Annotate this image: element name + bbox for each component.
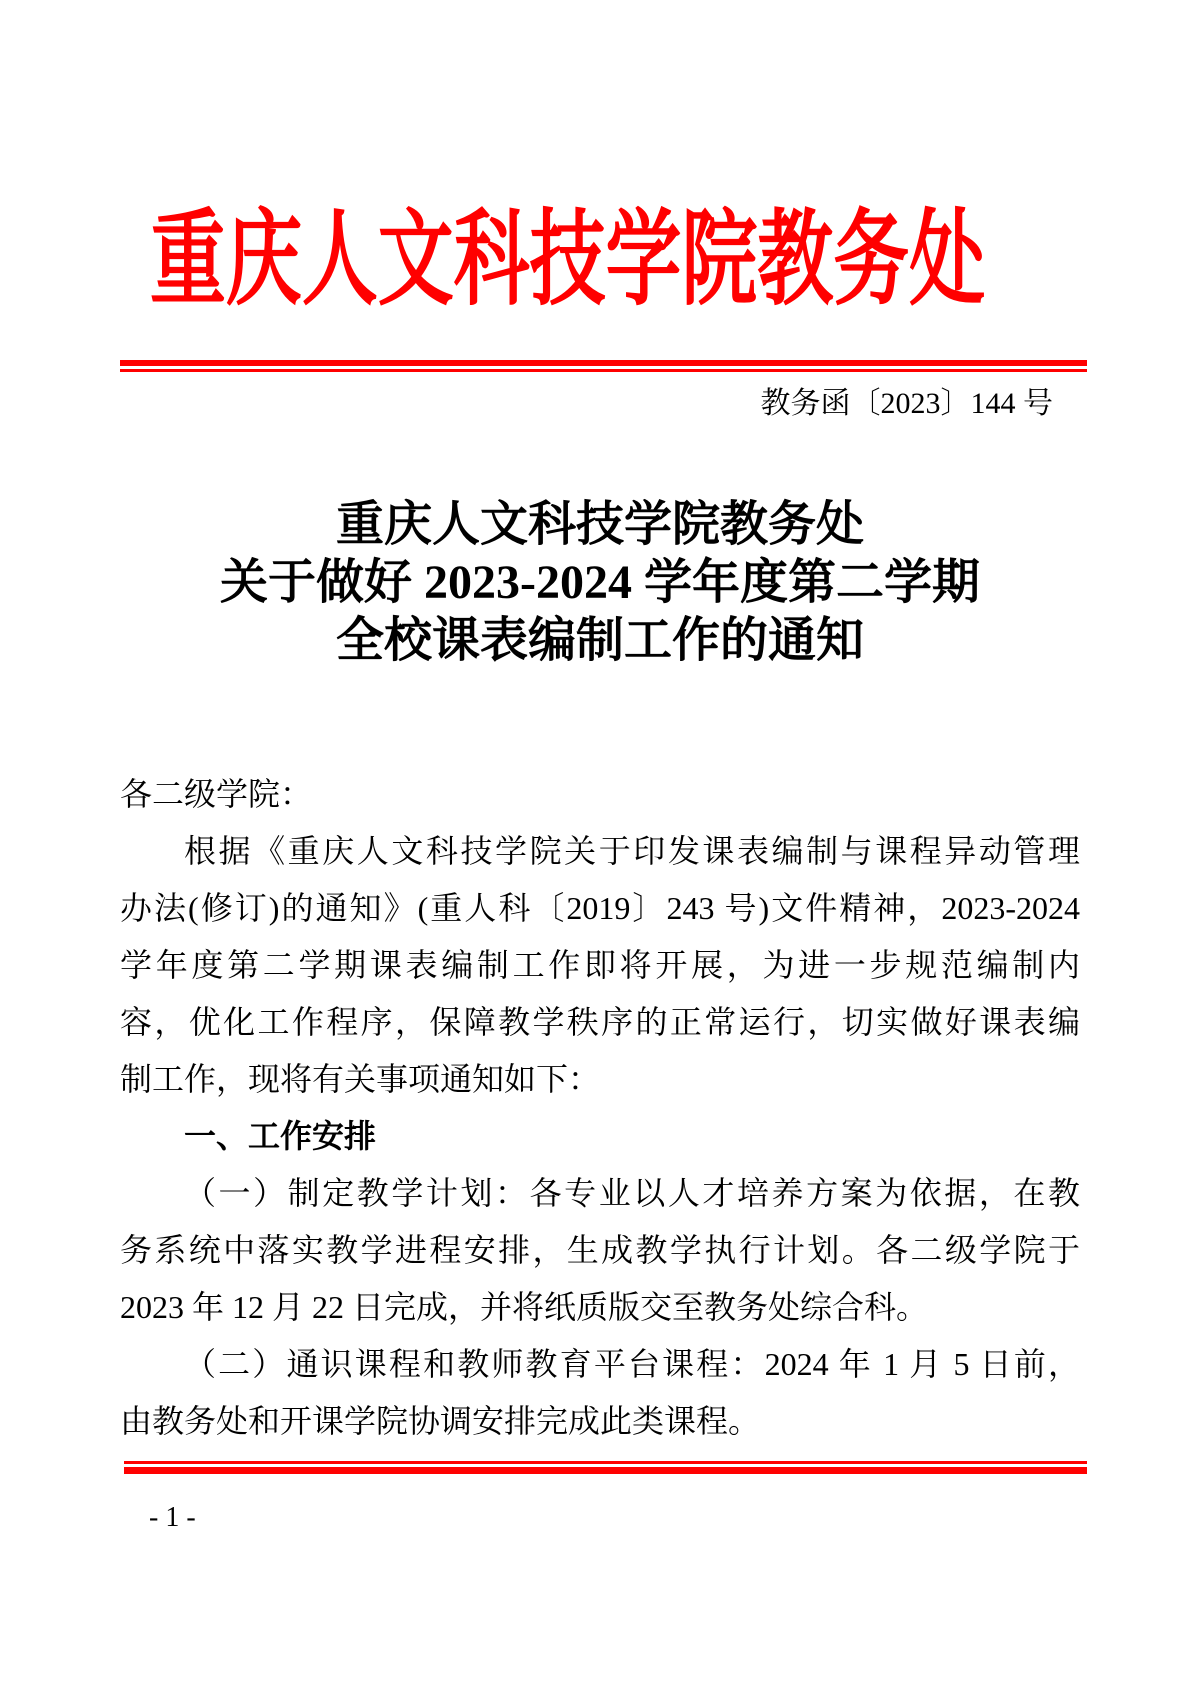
footer-separator-thick-line bbox=[124, 1467, 1087, 1474]
title-line: 重庆人文科技学院教务处 bbox=[335, 498, 864, 551]
body-line: （二）通识课程和教师教育平台课程：2024 年 1 月 5 日前， bbox=[184, 1346, 1080, 1382]
red-separator-thin-line bbox=[120, 369, 1087, 372]
body-line: 务系统中落实教学进程安排，生成教学执行计划。各二级学院于 bbox=[120, 1232, 1080, 1268]
masthead-title: 重庆人文科技学院教务处 bbox=[150, 203, 986, 318]
body-line: 由教务处和开课学院协调安排完成此类课程。 bbox=[120, 1403, 761, 1439]
body-line: 容，优化工作程序，保障教学秩序的正常运行，切实做好课表编 bbox=[120, 1004, 1080, 1040]
document-title bbox=[120, 496, 1080, 670]
page-number: - 1 - bbox=[149, 1502, 196, 1533]
body-line: 根据《重庆人文科技学院关于印发课表编制与课程异动管理 bbox=[184, 833, 1080, 869]
body-line: 制工作，现将有关事项通知如下： bbox=[120, 1061, 601, 1097]
body-line: 2023 年 12 月 22 日完成，并将纸质版交至教务处综合科。 bbox=[120, 1289, 929, 1325]
body-line: （一）制定教学计划：各专业以人才培养方案为依据，在教 bbox=[184, 1175, 1080, 1211]
body-line: 学年度第二学期课表编制工作即将开展，为进一步规范编制内 bbox=[120, 947, 1080, 983]
footer-separator-line bbox=[124, 1461, 1087, 1474]
title-line: 全校课表编制工作的通知 bbox=[335, 614, 864, 667]
red-separator-line bbox=[120, 360, 1087, 372]
body-line: 各二级学院： bbox=[120, 776, 313, 812]
section-heading: 一、工作安排 bbox=[184, 1118, 377, 1154]
body-line: 办法(修订)的通知》(重人科〔2019〕243 号)文件精神，2023-2024 bbox=[120, 890, 1080, 926]
doc-number: 教务函〔2023〕144 号 bbox=[760, 387, 1053, 420]
document-body bbox=[120, 766, 1080, 1450]
title-line: 关于做好 2023-2024 学年度第二学期 bbox=[220, 556, 980, 609]
